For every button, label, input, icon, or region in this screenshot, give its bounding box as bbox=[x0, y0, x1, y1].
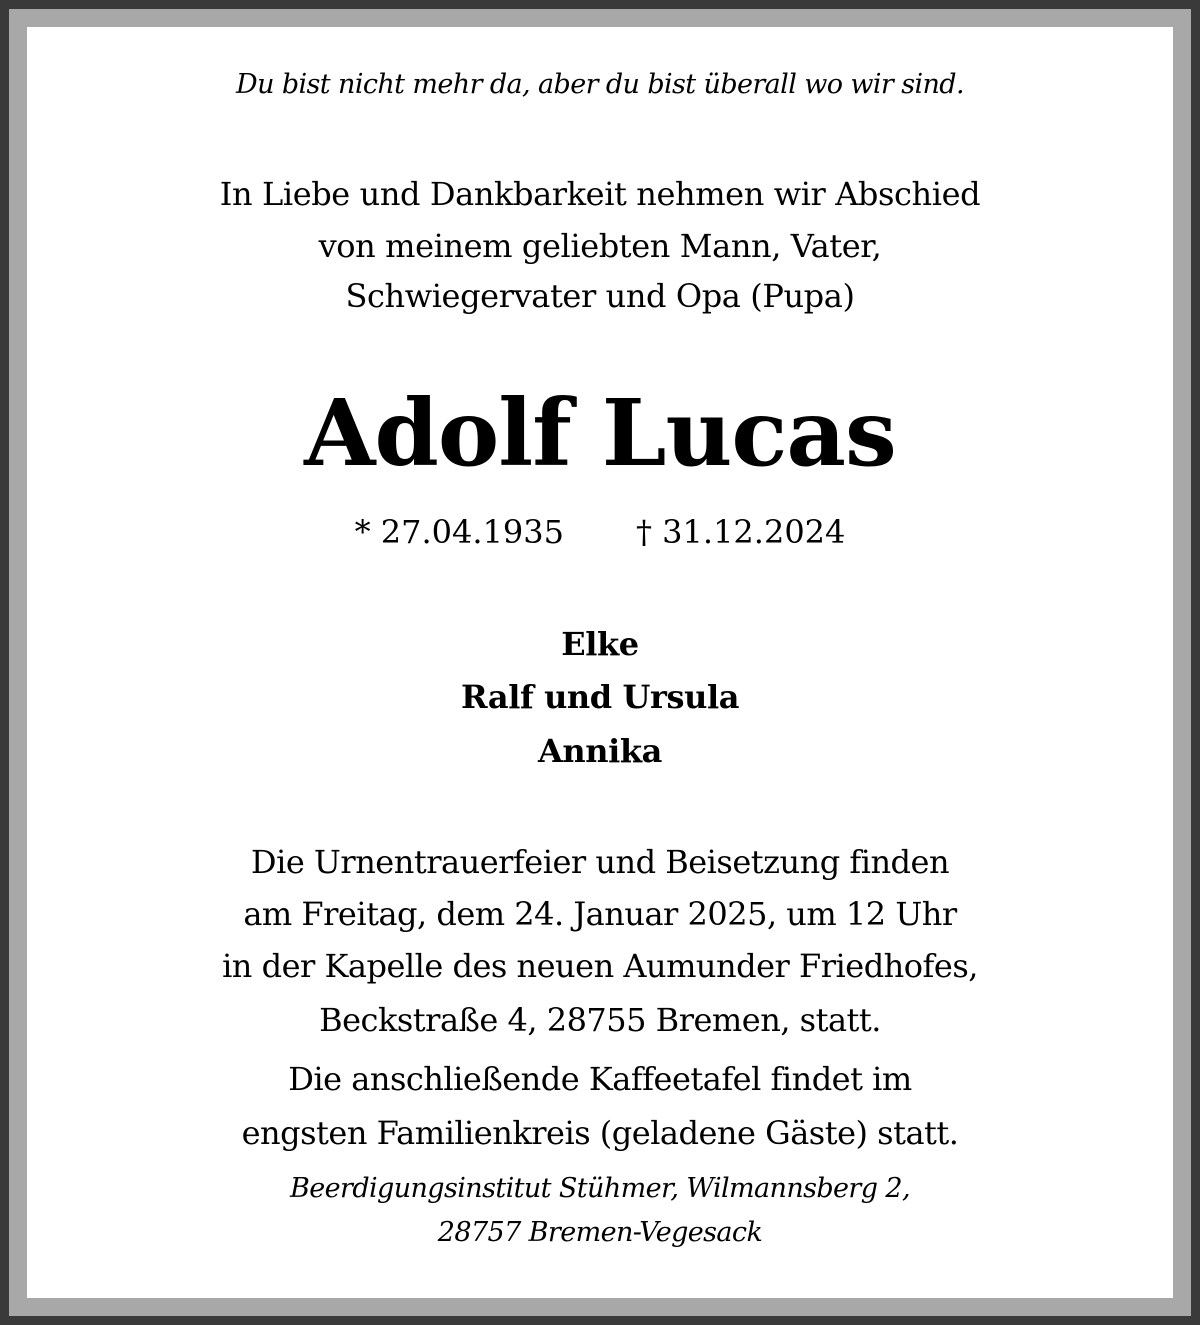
mourner-name: Annika bbox=[537, 732, 663, 770]
death-date: † 31.12.2024 bbox=[636, 513, 846, 551]
deceased-name: Adolf Lucas bbox=[304, 379, 896, 487]
mourner-name: Elke bbox=[561, 625, 639, 663]
intro-line: In Liebe und Dankbarkeit nehmen wir Abschied bbox=[219, 175, 981, 213]
reception-line: Die anschließende Kaffeetafel findet im bbox=[288, 1060, 912, 1098]
mourner-name: Ralf und Ursula bbox=[460, 678, 740, 716]
ceremony-line: in der Kapelle des neuen Aumunder Friedhofes, bbox=[222, 947, 978, 985]
reception-line: engsten Familienkreis (geladene Gäste) statt. bbox=[241, 1114, 959, 1152]
life-dates bbox=[27, 513, 1173, 551]
ceremony-line: Die Urnentrauerfeier und Beisetzung finden bbox=[250, 843, 950, 881]
obituary-notice bbox=[27, 27, 1173, 1298]
ceremony-line: am Freitag, dem 24. Januar 2025, um 12 Uhr bbox=[243, 895, 957, 933]
undertaker-line: 28757 Bremen-Vegesack bbox=[437, 1217, 763, 1248]
ceremony-line: Beckstraße 4, 28755 Bremen, statt. bbox=[319, 1001, 881, 1039]
intro-line: von meinem geliebten Mann, Vater, bbox=[318, 227, 882, 265]
undertaker-line: Beerdigungsinstitut Stühmer, Wilmannsberg 2, bbox=[290, 1173, 910, 1204]
birth-date: * 27.04.1935 bbox=[354, 513, 564, 551]
motto-quote: Du bist nicht mehr da, aber du bist überall wo wir sind. bbox=[236, 69, 964, 100]
intro-line: Schwiegervater und Opa (Pupa) bbox=[345, 277, 855, 315]
